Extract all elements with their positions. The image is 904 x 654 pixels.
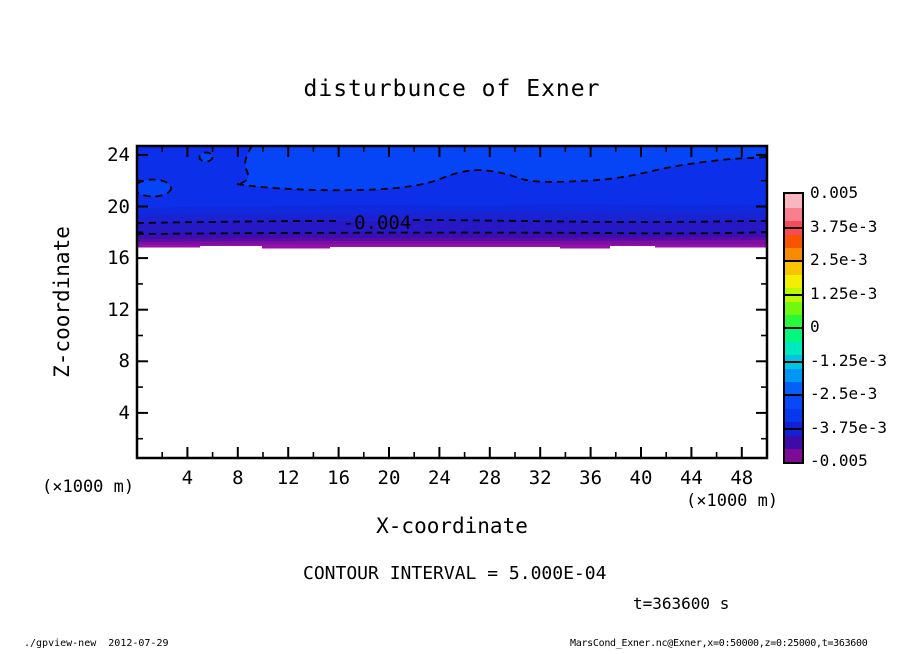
colorbar-separator [785,294,802,296]
colorbar-band [785,261,802,275]
colorbar-tick-label: 0.005 [810,183,859,202]
colorbar-tick-label: -1.25e-3 [810,350,888,370]
plot-title: disturbunce of Exner [303,76,601,102]
x-tick-label: 12 [276,467,300,489]
colorbar-band [785,435,802,449]
contour-value-label: -0.004 [342,212,412,234]
contour-fill-layers [135,146,767,458]
colorbar-band [785,194,802,208]
colorbar-band [785,341,802,355]
x-tick-label: 48 [730,467,754,489]
colorbar [783,192,804,464]
colorbar-separator [785,227,802,229]
x-axis-unit-label: (×1000 m) [686,491,779,511]
colorbar-band [785,207,802,221]
colorbar-band [785,234,802,248]
footer-command-text: ./gpview-new 2012-07-29 [24,638,169,649]
y-tick-label: 12 [107,298,130,321]
x-tick-label: 4 [181,467,194,489]
colorbar-band [785,395,802,409]
colorbar-tick-label: 1.25e-3 [810,283,878,303]
colorbar-band [785,328,802,342]
colorbar-band [785,274,802,288]
x-tick-label: 32 [528,467,552,489]
footer-source-text: MarsCond_Exner.nc@Exner,x=0:50000,z=0:25000,t=363600 [570,638,868,649]
x-tick-label: 8 [232,467,244,489]
colorbar-tick-label: -0.005 [810,451,868,470]
y-tick-label: 16 [107,247,130,270]
x-tick-label: 44 [679,467,703,489]
x-tick-label: 40 [629,467,653,489]
y-tick-label: 20 [107,195,130,218]
colorbar-tick-label: 3.75e-3 [810,216,878,236]
colorbar-band [785,301,802,315]
x-tick-label: 16 [327,467,351,489]
colorbar-separator [785,327,802,329]
colorbar-band [785,368,802,382]
x-tick-label: 24 [427,467,451,489]
y-axis-title: Z-coordinate [50,226,74,378]
y-tick-label: 8 [118,350,130,373]
contour-interval-text: CONTOUR INTERVAL = 5.000E-04 [303,563,607,584]
colorbar-separator [785,361,802,363]
y-tick-label: 4 [118,401,130,424]
x-tick-label: 28 [478,467,502,489]
colorbar-tick-label: 0 [810,317,820,336]
x-tick-label: 36 [579,467,603,489]
colorbar-tick-label: -2.5e-3 [810,384,878,403]
colorbar-tick-label: -3.75e-3 [810,417,888,437]
colorbar-separator [785,428,802,430]
colorbar-separator [785,260,802,262]
y-tick-label: 24 [107,143,130,166]
colorbar-tick-label: 2.5e-3 [810,250,868,269]
y-axis-unit-label: (×1000 m) [42,477,135,497]
x-axis-title: X-coordinate [376,514,528,538]
time-annotation: t=363600 s [633,594,730,613]
colorbar-band [785,408,802,422]
colorbar-band [785,449,802,463]
colorbar-separator [785,394,802,396]
x-tick-label: 20 [377,467,401,489]
